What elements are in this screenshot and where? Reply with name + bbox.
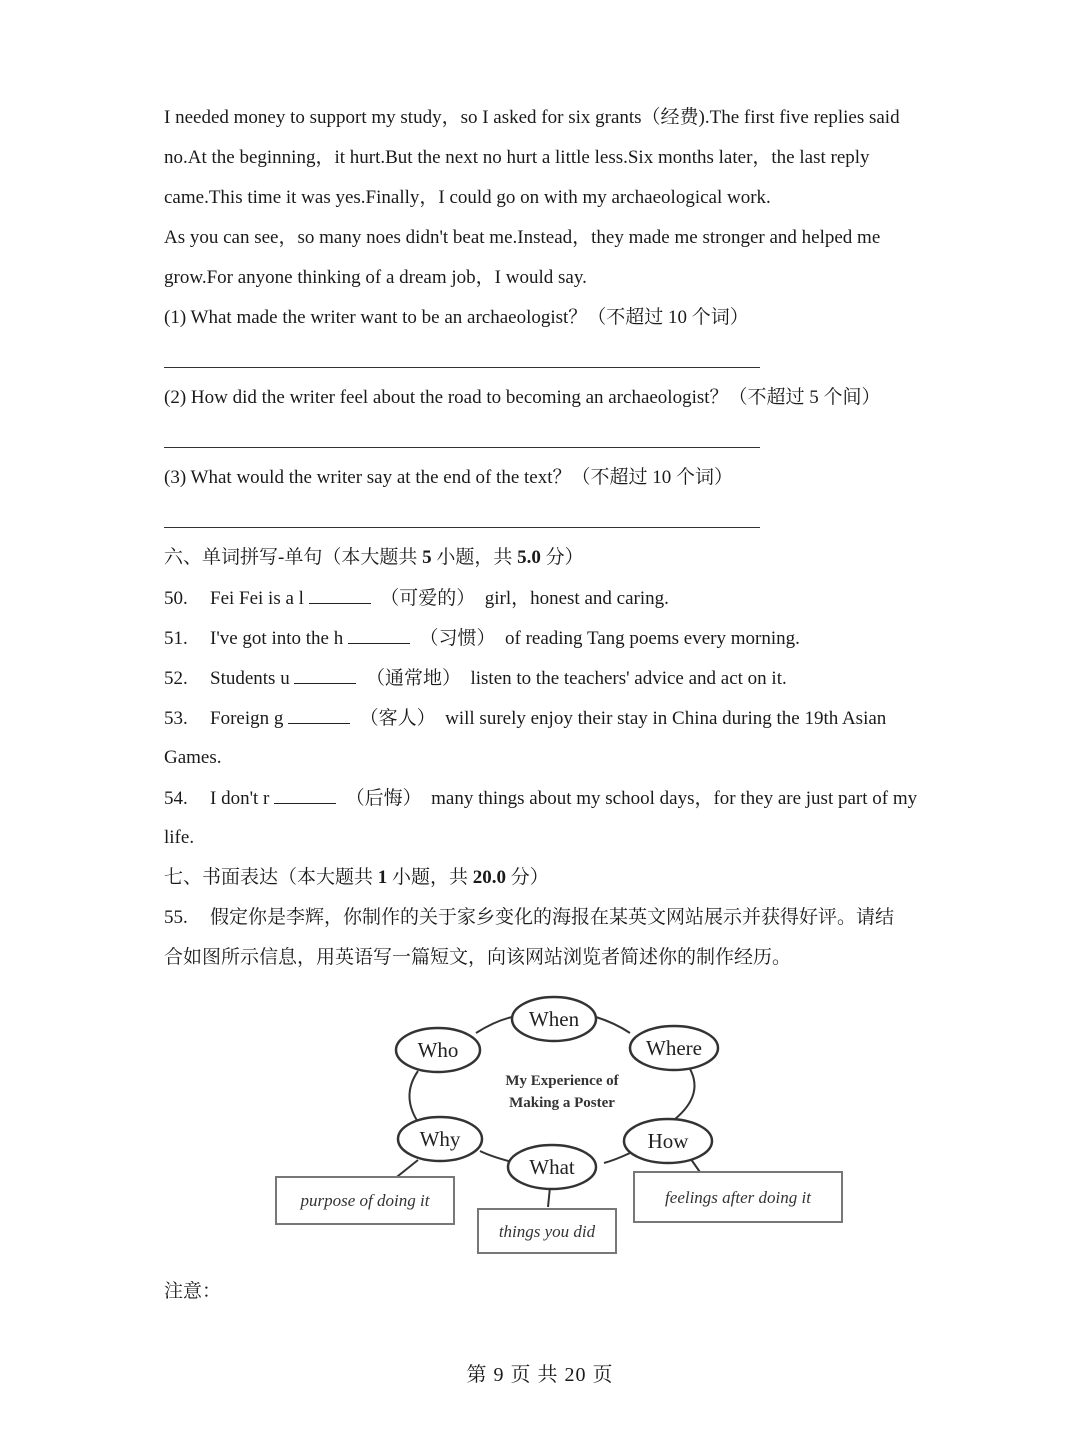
blank-54[interactable]	[274, 786, 336, 804]
item-51: 51. I've got into the h （习惯） of reading Tang poems every morning.	[164, 628, 800, 649]
passage-line-2: no.At the beginning，it hurt.But the next no hurt a little less.Six months later，the last reply	[164, 147, 870, 168]
center-title-line-2: Making a Poster	[509, 1095, 615, 1111]
item-53-continued: Games.	[164, 747, 222, 768]
section-7-heading: 七、书面表达（本大题共 1 小题，共 20.0 分）	[164, 867, 549, 888]
blank-50[interactable]	[309, 586, 371, 604]
item-50: 50. Fei Fei is a l （可爱的） girl，honest and caring.	[164, 588, 669, 609]
question-55: 55. 假定你是李辉，你制作的关于家乡变化的海报在某英文网站展示并获得好评。请结	[164, 907, 895, 928]
blank-53[interactable]	[288, 706, 350, 724]
item-52: 52. Students u （通常地） listen to the teachers' advice and act on it.	[164, 668, 787, 689]
question-1: (1) What made the writer want to be an archaeologist？（不超过 10 个词）	[164, 307, 749, 328]
passage-line-3: came.This time it was yes.Finally，I could go on with my archaeological work.	[164, 187, 771, 208]
connector-why-who	[409, 1071, 420, 1125]
node-label-why: Why	[419, 1127, 461, 1151]
question-2: (2) How did the writer feel about the road to becoming an archaeologist？（不超过 5 个间）	[164, 387, 881, 408]
box-label-feelings: feelings after doing it	[665, 1188, 811, 1207]
passage-line-5: grow.For anyone thinking of a dream job，I would say.	[164, 267, 587, 288]
connector-when-where	[596, 1017, 630, 1033]
center-title-line-1: My Experience of	[505, 1073, 619, 1089]
box-label-things: things you did	[498, 1222, 596, 1241]
question-55-continued: 合如图所示信息，用英语写一篇短文，向该网站浏览者简述你的制作经历。	[164, 947, 792, 968]
mind-map-diagram	[270, 985, 850, 1265]
node-label-how: How	[647, 1129, 689, 1153]
question-3: (3) What would the writer say at the end of the text？（不超过 10 个词）	[164, 467, 733, 488]
passage-line-1: I needed money to support my study，so I asked for six grants（经费).The first five replies said	[164, 107, 900, 128]
page-footer: 第 9 页 共 20 页	[466, 1364, 614, 1386]
answer-line-3[interactable]	[164, 527, 760, 528]
node-label-when: When	[528, 1007, 580, 1031]
passage-line-4: As you can see，so many noes didn't beat me.Instead，they made me stronger and helped me	[164, 227, 881, 248]
item-54: 54. I don't r （后悔） many things about my school days，for they are just part of my	[164, 788, 918, 809]
connector-who-when	[476, 1017, 512, 1033]
item-53: 53. Foreign g （客人） will surely enjoy their stay in China during the 19th Asian	[164, 708, 887, 729]
node-label-who: Who	[417, 1038, 459, 1062]
section-6-heading: 六、单词拼写-单句（本大题共 5 小题，共 5.0 分）	[164, 547, 584, 568]
node-label-what: What	[529, 1155, 575, 1179]
answer-line-2[interactable]	[164, 447, 760, 448]
connector-where-how	[670, 1069, 695, 1123]
connector-how-what	[604, 1153, 630, 1163]
box-label-purpose: purpose of doing it	[300, 1191, 430, 1210]
node-label-where: Where	[646, 1036, 702, 1060]
answer-line-1[interactable]	[164, 367, 760, 368]
item-54-continued: life.	[164, 827, 195, 848]
blank-51[interactable]	[348, 626, 410, 644]
blank-52[interactable]	[294, 666, 356, 684]
note-label: 注意：	[164, 1281, 222, 1302]
